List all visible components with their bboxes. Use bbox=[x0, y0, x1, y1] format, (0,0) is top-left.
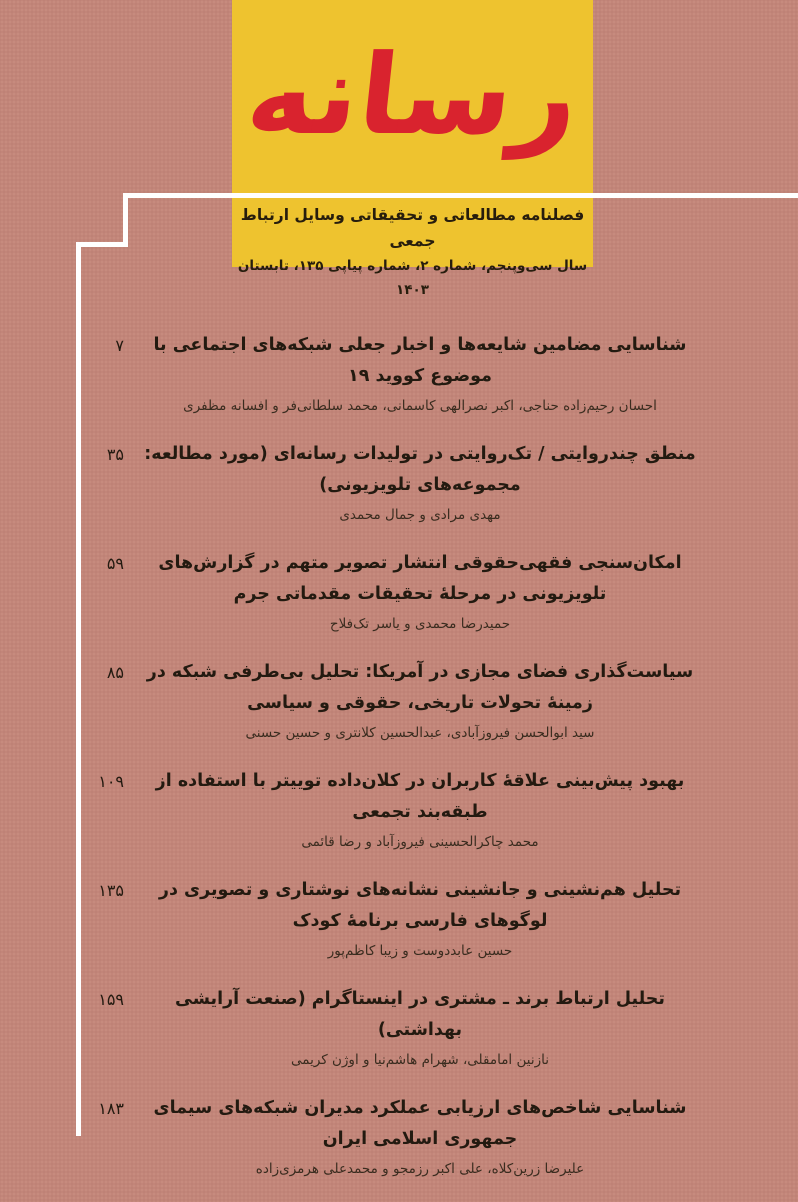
masthead-panel bbox=[232, 0, 593, 298]
article-page-number: ۳۵ bbox=[106, 445, 124, 464]
journal-issue-info: سال سی‌وپنجم، شماره ۲، شماره پیاپی ۱۳۵، تابستان ۱۴۰۳ bbox=[237, 258, 588, 298]
article-page-number: ۱۵۹ bbox=[98, 990, 124, 1009]
table-of-contents bbox=[88, 330, 702, 1202]
article-authors: علیرضا زرین‌کلاه، علی اکبر رزمجو و محمدعلی هرمزی‌زاده bbox=[255, 1161, 585, 1177]
article-authors: حمیدرضا محمدی و یاسر تک‌فلاح bbox=[329, 616, 511, 632]
toc-entry-text bbox=[124, 1093, 702, 1180]
article-title: شناسایی مضامین شایعه‌ها و اخبار جعلی شبکه‌های اجتماعی با موضوع کووید ۱۹ bbox=[153, 335, 687, 386]
article-page-number: ۱۳۵ bbox=[98, 881, 124, 900]
article-authors: محمد چاکرالحسینی فیروزآباد و رضا قائمی bbox=[301, 834, 539, 850]
toc-entry-text bbox=[124, 875, 702, 962]
toc-entry bbox=[88, 766, 702, 853]
article-title: سیاست‌گذاری فضای مجازی در آمریکا: تحلیل بی‌طرفی شبکه در زمینهٔ تحولات تاریخی، حقوقی و سیاسی bbox=[146, 662, 694, 713]
article-authors: سید ابوالحسن فیروزآبادی، عبدالحسین کلانتری و حسین حسنی bbox=[245, 725, 595, 741]
article-page-number: ۱۸۳ bbox=[98, 1099, 124, 1118]
article-page-number: ۵۹ bbox=[106, 554, 124, 573]
toc-entry bbox=[88, 984, 702, 1071]
toc-entry bbox=[88, 548, 702, 635]
toc-entry-text bbox=[124, 439, 702, 526]
article-authors: حسین عابددوست و زیبا کاظم‌پور bbox=[327, 943, 513, 959]
journal-logo-area bbox=[232, 0, 593, 190]
divider-step-horizontal-segment bbox=[76, 242, 128, 247]
article-authors: مهدی مرادی و جمال محمدی bbox=[339, 507, 501, 523]
toc-entry-text bbox=[124, 548, 702, 635]
article-title: امکان‌سنجی فقهی‌حقوقی انتشار تصویر متهم در گزارش‌های تلویزیونی در مرحلهٔ تحقیقات مقدماتی جرم bbox=[158, 553, 682, 604]
article-title: شناسایی شاخص‌های ارزیابی عملکرد مدیران شبکه‌های سیمای جمهوری اسلامی ایران bbox=[153, 1098, 687, 1149]
divider-horizontal-line bbox=[123, 193, 798, 198]
article-page-number: ۱۰۹ bbox=[98, 772, 124, 791]
toc-entry bbox=[88, 439, 702, 526]
divider-vertical-line bbox=[76, 242, 81, 1136]
toc-entry-text bbox=[124, 766, 702, 853]
article-authors: احسان رحیم‌زاده حناجی، اکبر نصرالهی کاسمانی، محمد سلطانی‌فر و افسانه مظفری bbox=[183, 398, 657, 414]
toc-entry-text bbox=[124, 330, 702, 417]
article-title: تحلیل ارتباط برند ـ مشتری در اینستاگرام (صنعت آرایشی بهداشتی) bbox=[175, 989, 665, 1040]
journal-logo: رسانه bbox=[240, 30, 585, 160]
article-authors: نازنین امامقلی، شهرام هاشم‌نیا و اوژن کریمی bbox=[291, 1052, 549, 1068]
article-page-number: ۷ bbox=[115, 336, 124, 355]
masthead-text-block bbox=[236, 202, 589, 302]
toc-entry-text bbox=[124, 984, 702, 1071]
article-page-number: ۸۵ bbox=[106, 663, 124, 682]
article-title: منطق چندروایتی / تک‌روایتی در تولیدات رسانه‌ای (مورد مطالعه: مجموعه‌های تلویزیونی) bbox=[144, 444, 696, 495]
toc-entry bbox=[88, 875, 702, 962]
toc-entry-text bbox=[124, 657, 702, 744]
toc-entry bbox=[88, 1093, 702, 1180]
toc-entry bbox=[88, 330, 702, 417]
toc-entry bbox=[88, 657, 702, 744]
divider-step-vertical-segment bbox=[123, 193, 128, 247]
article-title: بهبود پیش‌بینی علاقهٔ کاربران در کلان‌داده توییتر با استفاده از طبقه‌بند تجمعی bbox=[155, 771, 685, 822]
article-title: تحلیل هم‌نشینی و جانشینی نشانه‌های نوشتاری و تصویری در لوگوهای فارسی برنامهٔ کودک bbox=[158, 880, 682, 931]
journal-subtitle: فصلنامه مطالعاتی و تحقیقاتی وسایل ارتباط جمعی bbox=[240, 206, 585, 250]
